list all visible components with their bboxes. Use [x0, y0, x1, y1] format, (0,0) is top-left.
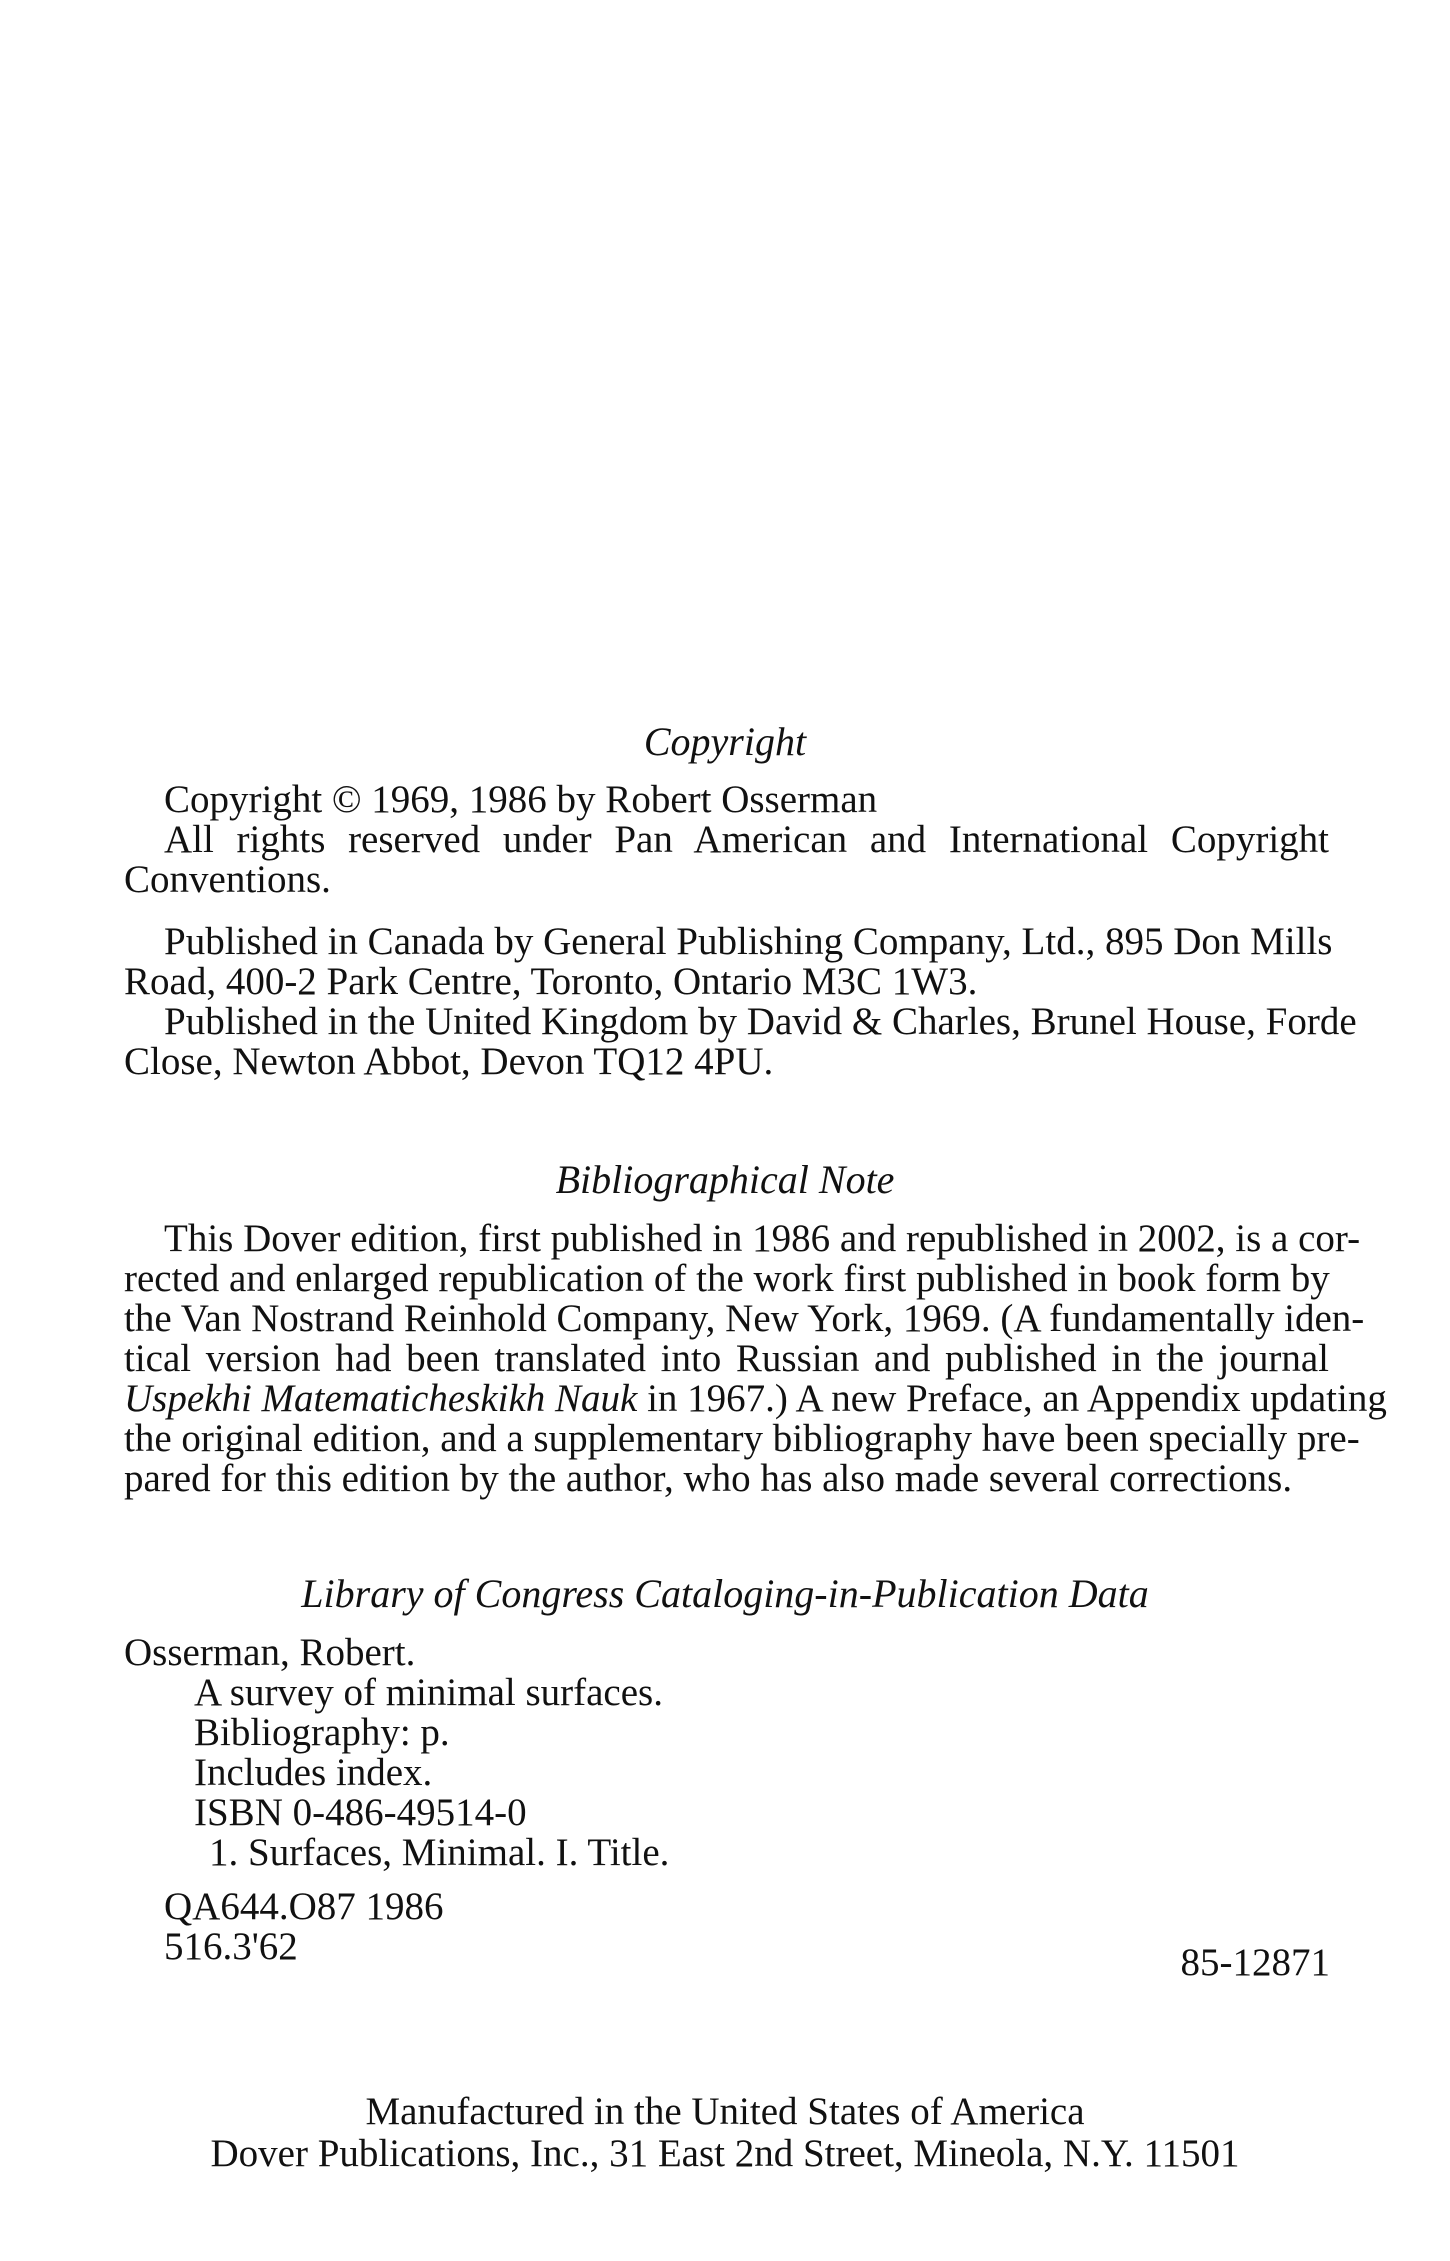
copyright-section: [124, 778, 1357, 1083]
cip-title: A survey of minimal surfaces.: [194, 1671, 663, 1714]
cip-lc-class: QA644.O87 1986: [164, 1885, 444, 1928]
cip-dewey: 516.3'62: [164, 1925, 298, 1968]
bibliographical-note-heading: Bibliographical Note: [555, 1157, 895, 1202]
cip-isbn: ISBN 0-486-49514-0: [194, 1791, 527, 1834]
copyright-line: Copyright © 1969, 1986 by Robert Osserman: [164, 778, 878, 821]
publisher-address-line: Dover Publications, Inc., 31 East 2nd Street, Mineola, N.Y. 11501: [210, 2132, 1240, 2175]
note-line: pared for this edition by the author, who has also made several corrections.: [124, 1457, 1293, 1500]
note-line: rected and enlarged republication of the work first published in book form by: [124, 1257, 1330, 1300]
note-line-rest: in 1967.) A new Preface, an Appendix updating: [637, 1377, 1387, 1420]
note-line: tical version had been translated into Russian and published in the journal: [124, 1337, 1329, 1380]
cip-index: Includes index.: [194, 1751, 433, 1794]
note-line: the original edition, and a supplementary bibliography have been specially pre-: [124, 1417, 1360, 1460]
journal-title: Uspekhi Matematicheskikh Nauk: [124, 1377, 638, 1420]
cip-subjects: 1. Surfaces, Minimal. I. Title.: [209, 1831, 670, 1874]
canada-publisher-line: Published in Canada by General Publishing Company, Ltd., 895 Don Mills: [164, 920, 1333, 963]
cip-section: [124, 1633, 1329, 1967]
uk-publisher-line-cont: Close, Newton Abbot, Devon TQ12 4PU.: [124, 1040, 774, 1083]
cip-author: Osserman, Robert.: [124, 1631, 416, 1674]
rights-line: All rights reserved under Pan American and International Copyright: [164, 818, 1329, 861]
note-line: the Van Nostrand Reinhold Company, New York, 1969. (A fundamentally iden-: [124, 1297, 1365, 1340]
cip-heading: Library of Congress Cataloging-in-Publication Data: [301, 1571, 1149, 1616]
note-line: This Dover edition, first published in 1986 and republished in 2002, is a cor-: [164, 1217, 1361, 1260]
cip-lccn: 85-12871: [1180, 1941, 1330, 1984]
rights-line-cont: Conventions.: [124, 858, 331, 901]
canada-publisher-line-cont: Road, 400-2 Park Centre, Toronto, Ontario M3C 1W3.: [124, 960, 978, 1003]
uk-publisher-line: Published in the United Kingdom by David & Charles, Brunel House, Forde: [164, 1000, 1357, 1043]
bibliographical-note-section: [124, 1217, 1387, 1500]
manufactured-line: Manufactured in the United States of America: [365, 2090, 1085, 2133]
cip-bibliography: Bibliography: p.: [194, 1711, 450, 1754]
spacer: [124, 900, 1329, 922]
note-line: [124, 1377, 1387, 1420]
copyright-heading: Copyright: [643, 719, 807, 764]
